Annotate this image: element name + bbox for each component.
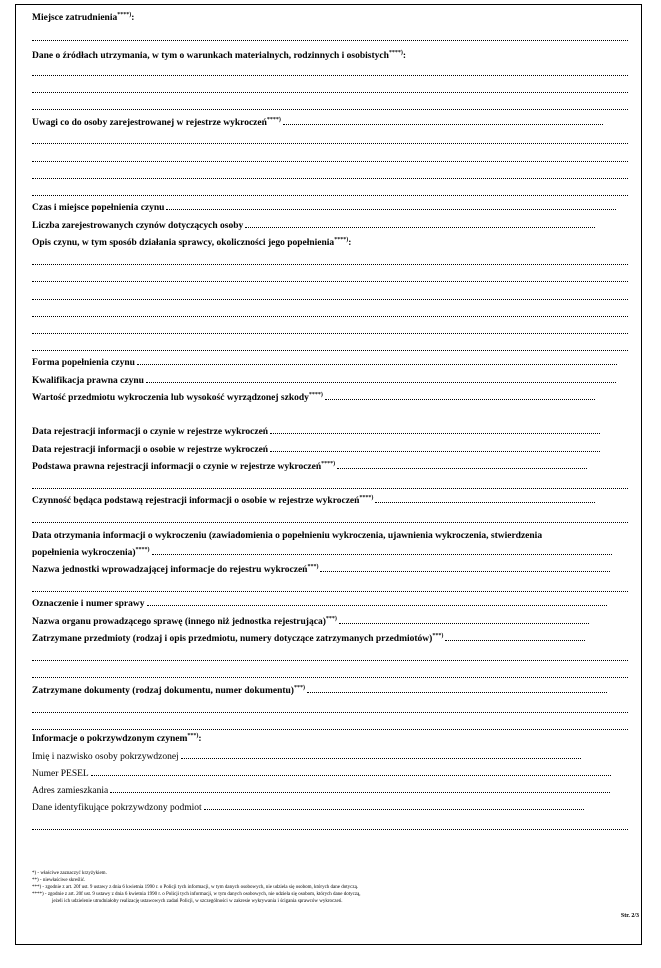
input-line[interactable] <box>32 160 628 162</box>
label-informacje-pokrzywdzony: Informacje o pokrzywdzonym czynem***): <box>32 732 202 744</box>
input-line[interactable] <box>32 91 628 93</box>
label-dane-o-zrodlach: Dane o źródłach utrzymania, w tym o warunkach materialnych, rodzinnych i osobistych****): <box>32 49 407 61</box>
label-zatrzymane-dokumenty: Zatrzymane dokumenty (rodzaj dokumentu, numer dokumentu)***) <box>32 684 628 698</box>
label-data-czyn: Data rejestracji informacji o czynie w rejestrze wykroczeń <box>32 425 628 439</box>
input-line[interactable] <box>32 349 628 351</box>
label-miejsce-zatrudnienia: Miejsce zatrudnienia****): <box>32 11 135 23</box>
label-podstawa: Podstawa prawna rejestracji informacji o czynie w rejestrze wykroczeń****) <box>32 460 628 474</box>
label-data-otrzymania: Data otrzymania informacji o wykroczeniu (zawiadomienia o popełnieniu wykroczenia, ujawnienia wykroczenia, stwierdzenia <box>32 531 543 541</box>
label-oznaczenie: Oznaczenie i numer sprawy <box>32 597 628 611</box>
input-line[interactable] <box>32 108 628 110</box>
label-dane-ident: Dane identyfikujące pokrzywdzony podmiot <box>32 801 628 815</box>
label-uwagi: Uwagi co do osoby zarejestrowanej w rejestrze wykroczeń****) <box>32 116 628 130</box>
input-line[interactable] <box>32 74 628 76</box>
input-line[interactable] <box>32 521 628 523</box>
footnote-1: *) - właściwe zaznaczyć krzyżykiem. <box>32 871 107 876</box>
label-pesel: Numer PESEL <box>32 767 628 781</box>
label-opis: Opis czynu, w tym sposób działania sprawcy, okoliczności jego popełnienia****): <box>32 236 352 248</box>
input-line[interactable] <box>32 728 628 730</box>
label-nazwa-organu: Nazwa organu prowadzącego sprawę (innego niż jednostka rejestrująca)***) <box>32 615 628 629</box>
label-liczba: Liczba zarejestrowanych czynów dotyczących osoby <box>32 219 628 233</box>
input-line[interactable] <box>32 676 628 678</box>
page-number: Str. 2/3 <box>620 913 639 919</box>
input-line[interactable] <box>32 828 628 830</box>
input-line[interactable] <box>32 487 628 489</box>
label-wartosc: Wartość przedmiotu wykroczenia lub wysokość wyrządzonej szkody****) <box>32 391 628 405</box>
footnote-4-cont: jeżeli ich udzielenie utrudniałoby realizację ustawowych zadań Policji, w szczególności w zakresie wykrywania i ścigania sprawców wykroczeń. <box>52 899 343 904</box>
label-kwalifikacja: Kwalifikacja prawna czynu <box>32 374 628 388</box>
input-line[interactable] <box>32 39 628 41</box>
input-line[interactable] <box>32 194 628 196</box>
input-line[interactable] <box>32 177 628 179</box>
label-nazwa-jednostki: Nazwa jednostki wprowadzającej informacje do rejestru wykroczeń***) <box>32 563 628 577</box>
label-zatrzymane-przedmioty: Zatrzymane przedmioty (rodzaj i opis przedmiotu, numery dotyczące zatrzymanych przedmiotów)***) <box>32 632 628 646</box>
footnote-3: ***) - zgodnie z art. 20f ust. 9 ustawy z dnia 6 kwietnia 1990 r. o Policji tych informacji, w tym danych osobowych, nie udziela się osobom, których dane dotyczą. <box>32 885 359 890</box>
label-data-osoba: Data rejestracji informacji o osobie w rejestrze wykroczeń <box>32 443 628 457</box>
input-line[interactable] <box>32 590 628 592</box>
input-line[interactable] <box>32 263 628 265</box>
input-line[interactable] <box>32 659 628 661</box>
footnote-4: ****) - zgodnie z art. 20f ust. 9 ustawy z dnia 6 kwietnia 1990 r. o Policji tych informacji, w tym danych osobowych, nie udziela się osobom, których dane dotyczą, <box>32 892 361 897</box>
input-line[interactable] <box>32 315 628 317</box>
footnote-2: **) - niewłaściwe skreślić. <box>32 878 86 883</box>
input-line[interactable] <box>32 332 628 334</box>
label-forma: Forma popełnienia czynu <box>32 356 628 370</box>
label-czynnosc: Czynność będąca podstawą rejestracji informacji o osobie w rejestrze wykroczeń****) <box>32 494 628 508</box>
input-line[interactable] <box>32 280 628 282</box>
label-imie: Imię i nazwisko osoby pokrzywdzonej <box>32 750 628 764</box>
input-line[interactable] <box>32 142 628 144</box>
input-line[interactable] <box>32 298 628 300</box>
label-czas-miejsce: Czas i miejsce popełnienia czynu <box>32 201 628 215</box>
label-data-otrzymania-cont: popełnienia wykroczenia)****) <box>32 546 628 560</box>
label-adres: Adres zamieszkania <box>32 784 628 798</box>
input-line[interactable] <box>32 711 628 713</box>
